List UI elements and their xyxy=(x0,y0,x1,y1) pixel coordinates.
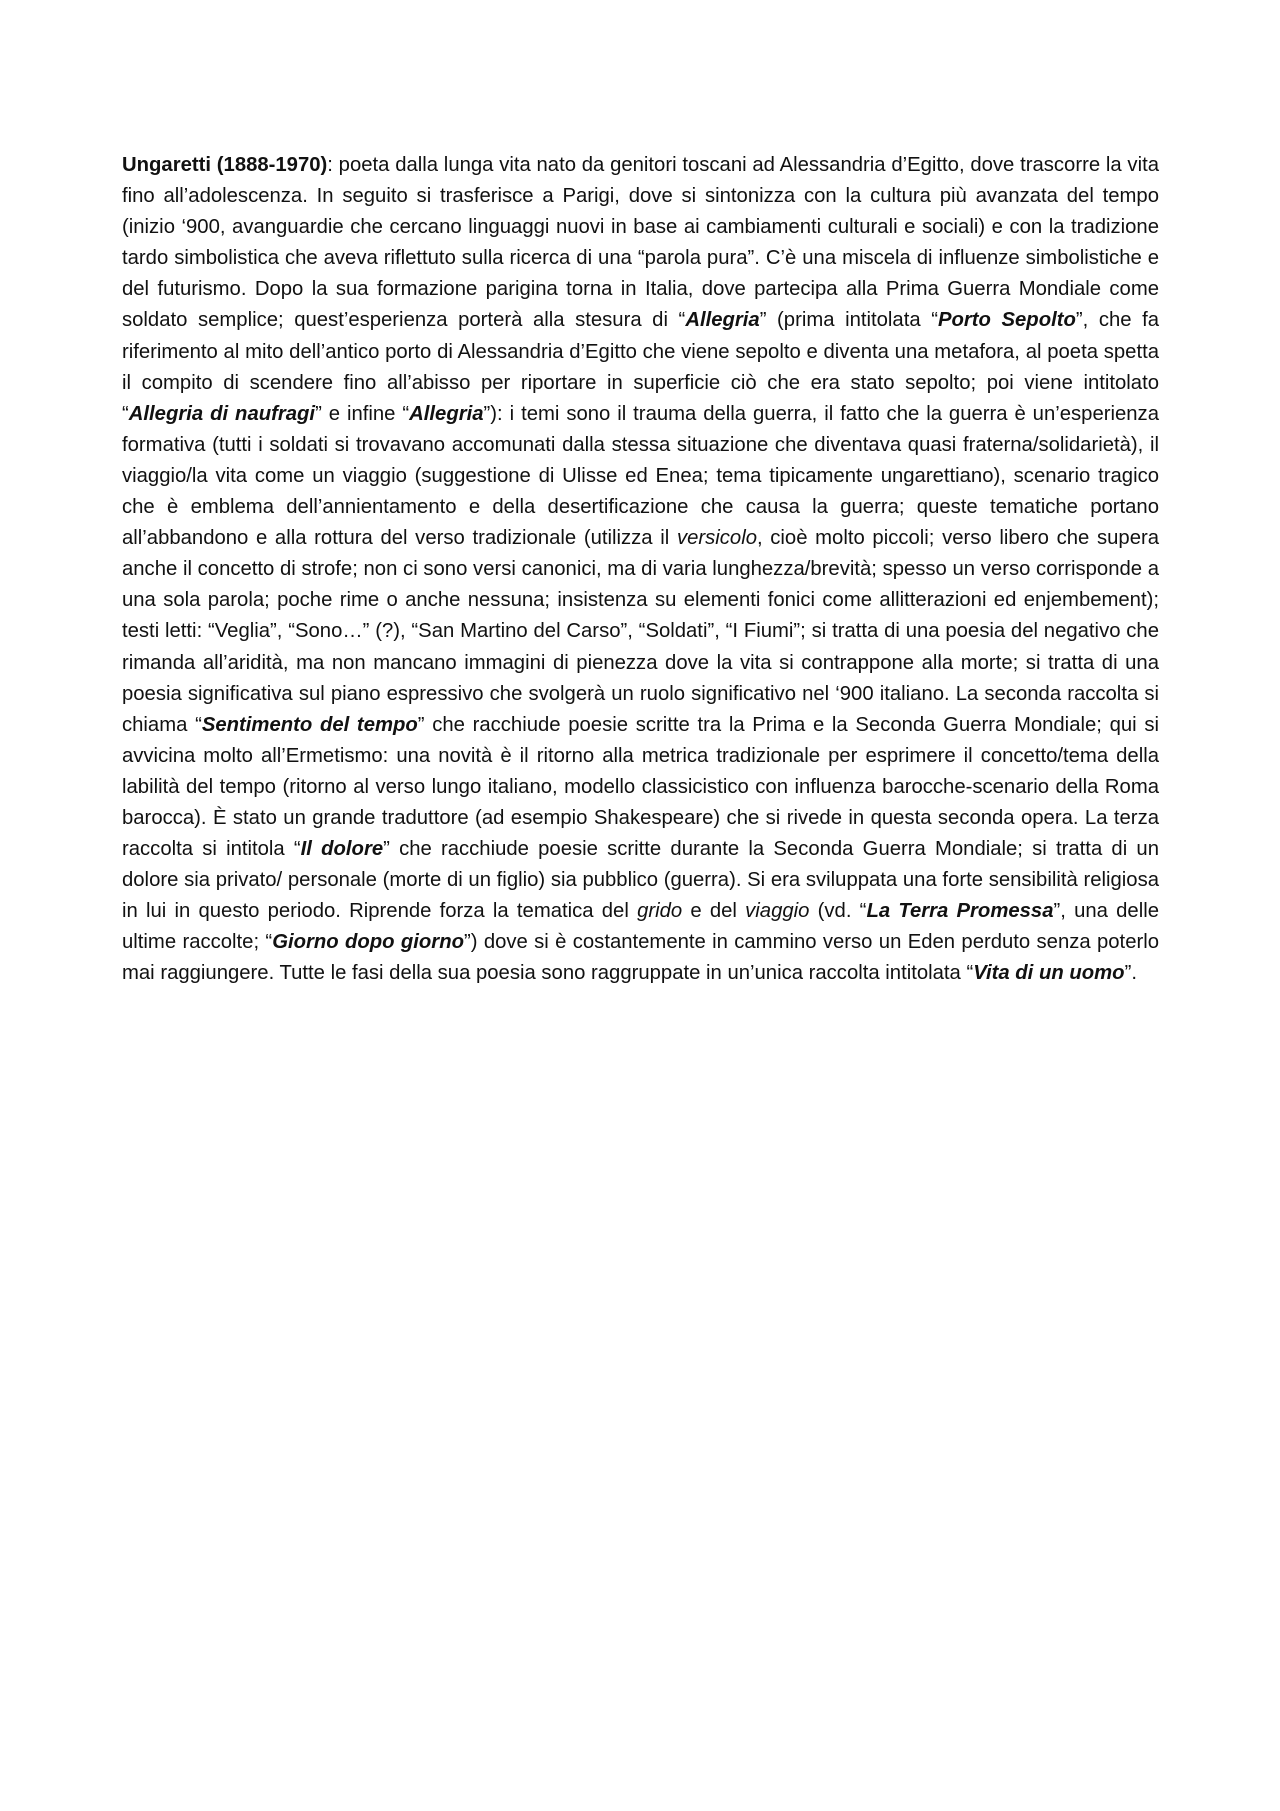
text-run: ”, una delle ultime raccolte; “ xyxy=(122,900,1159,954)
text-run: ”, che fa riferimento al mito dell’antico porto di Alessandria d’Egitto che viene sepolto e diventa una metafora, al poeta spetta il compito di scendere fino all’abisso per riportare in superficie ciò che era stato sepolto; poi viene intitolato “ xyxy=(122,309,1160,425)
title-allegria-final: Allegria xyxy=(409,402,484,425)
text-run: ”. xyxy=(1124,962,1137,985)
text-run: ” che racchiude poesie scritte tra la Prima e la Seconda Guerra Mondiale; qui si avvicina molto all’Ermetismo: una novità è il ritorno alla metrica tradizionale per esprimere il concetto/tema della labilità del tempo (ritorno al verso lungo italiano, modello classicistico con influenza barocche-scenario della Roma barocca). È stato un grande traduttore (ad esempio Shakespeare) che si rivede in questa seconda opera. La terza raccolta si intitola “ xyxy=(122,713,1159,861)
text-run: (vd. “ xyxy=(809,900,867,923)
title-vita-di-un-uomo: Vita di un uomo xyxy=(973,962,1125,985)
text-run: ” e infine “ xyxy=(315,402,410,425)
title-giorno-dopo-giorno: Giorno dopo giorno xyxy=(272,931,464,954)
title-allegria-di-naufragi: Allegria di naufragi xyxy=(128,402,316,425)
title-sentimento-del-tempo: Sentimento del tempo xyxy=(201,713,418,736)
title-allegria: Allegria xyxy=(685,309,760,332)
text-run: ”): i temi sono il trauma della guerra, il fatto che la guerra è un’esperienza formativa (tutti i soldati si trovavano accomunati dalla stessa situazione che diventava quasi fraterna/solidarietà), il viaggio/la vita come un viaggio (suggestione di Ulisse ed Enea; tema tipicamente ungarettiano), scenario tragico che è emblema dell’annientamento e della desertificazione che causa la guerra; queste tematiche portano all’abbandono e alla rottura del verso tradizionale (utilizza il xyxy=(122,402,1159,550)
text-run: ”) dove si è costantemente in cammino verso un Eden perduto senza poterlo mai raggiungere. Tutte le fasi della sua poesia sono raggruppate in un’unica raccolta intitolata “ xyxy=(122,931,1160,985)
heading-ungaretti: Ungaretti (1888-1970) xyxy=(122,154,328,176)
title-porto-sepolto: Porto Sepolto xyxy=(937,309,1076,332)
term-versicolo: versicolo xyxy=(676,527,757,550)
text-run: ” che racchiude poesie scritte durante la Seconda Guerra Mondiale; si tratta di un dolore sia privato/ personale (morte di un figlio) sia pubblico (guerra). Si era sviluppata una forte sensibilità religiosa in lui in questo periodo. Riprende forza la tematica del xyxy=(122,838,1159,923)
term-viaggio: viaggio xyxy=(745,900,810,923)
text-run: e del xyxy=(682,900,746,923)
term-grido: grido xyxy=(637,900,683,923)
title-il-dolore: Il dolore xyxy=(300,838,384,861)
text-run: , cioè molto piccoli; verso libero che supera anche il concetto di strofe; non ci sono versi canonici, ma di varia lunghezza/brevità; spesso un verso corrisponde a una sola parola; poche rime o anche nessuna; insistenza su elementi fonici come allitterazioni ed enjembement); testi letti: “Veglia”, “Sono…” (?), “San Martino del Carso”, “Soldati”, “I Fiumi”; si tratta di una poesia del negativo che rimanda all’aridità, ma non mancano immagini di pienezza dove la vita si contrappone alla morte; si tratta di una poesia significativa sul piano espressivo che svolgerà un ruolo significativo nel ‘900 italiano. La seconda raccolta si chiama “ xyxy=(122,527,1160,736)
title-la-terra-promessa: La Terra Promessa xyxy=(866,900,1054,923)
body-paragraph xyxy=(122,150,1159,990)
text-run: ” (prima intitolata “ xyxy=(759,309,938,332)
text-run: : poeta dalla lunga vita nato da genitori toscani ad Alessandria d’Egitto, dove trascorre la vita fino all’adolescenza. In seguito si trasferisce a Parigi, dove si sintonizza con la cultura più avanzata del tempo (inizio ‘900, avanguardie che cercano linguaggi nuovi in base ai cambiamenti culturali e sociali) e con la tradizione tardo simbolistica che aveva riflettuto sulla ricerca di una “parola pura”. C’è una miscela di influenze simbolistiche e del futurismo. Dopo la sua formazione parigina torna in Italia, dove partecipa alla Prima Guerra Mondiale come soldato semplice; quest’esperienza porterà alla stesura di “ xyxy=(122,154,1159,332)
